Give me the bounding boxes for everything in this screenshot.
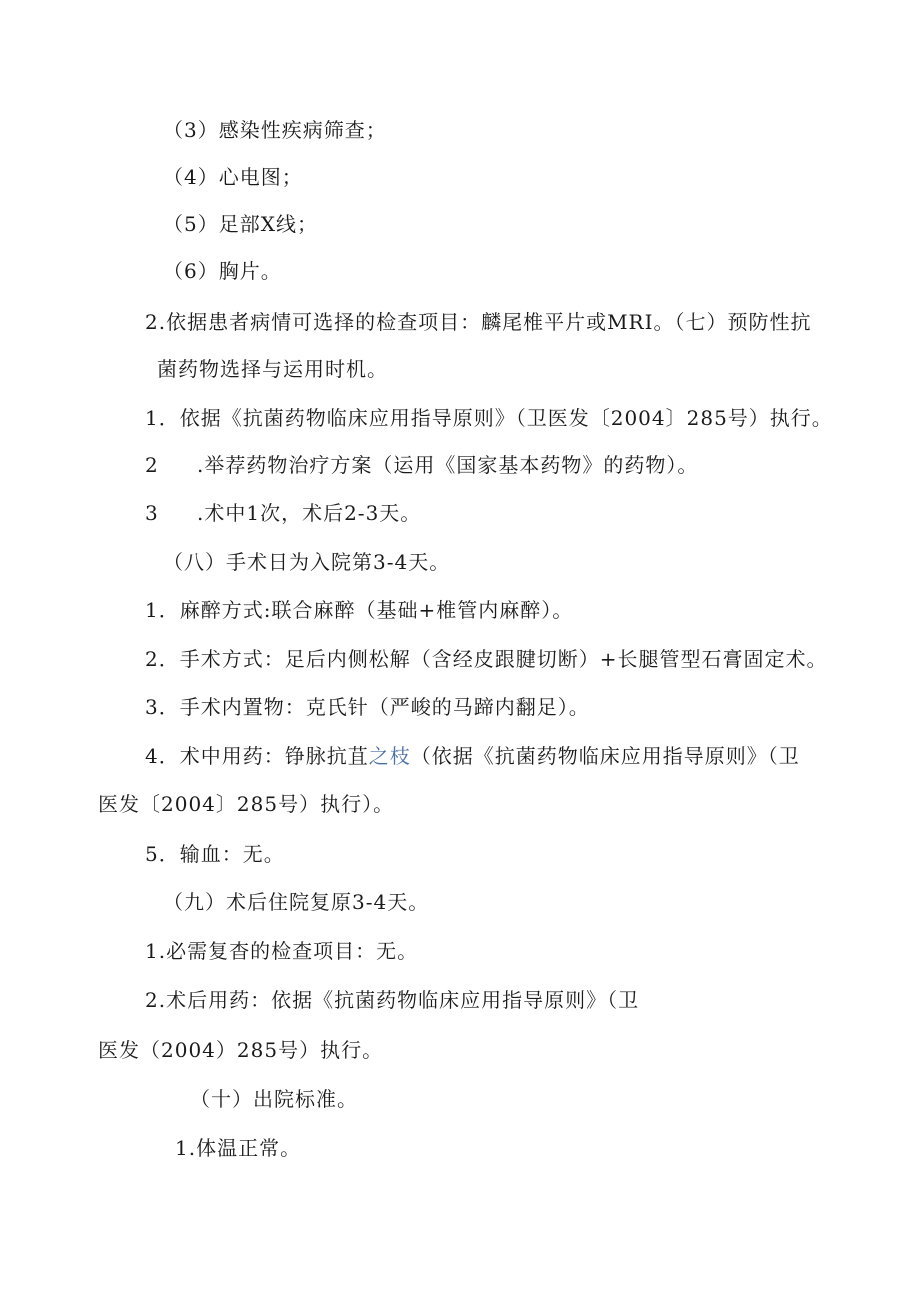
text-line: （4）心电图； bbox=[163, 165, 303, 189]
item-text: .术中1次，术后2-3天。 bbox=[197, 501, 422, 525]
section-heading: （九）术后住院复原3-4天。 bbox=[163, 890, 430, 914]
item-number: 2 bbox=[145, 453, 159, 477]
text-line bbox=[145, 451, 698, 479]
text-line: （6）胸片。 bbox=[163, 259, 282, 283]
text-line: 3．手术内置物：克氏针（严峻的马蹄内翻足）。 bbox=[145, 695, 590, 719]
text-line: 1.必需复杳的检查项目：无。 bbox=[145, 939, 419, 963]
section-heading: （十）出院标准。 bbox=[190, 1087, 358, 1111]
section-heading: （八）手术日为入院第3-4天。 bbox=[163, 550, 451, 574]
text-line: （5）足部X线； bbox=[163, 212, 318, 236]
text-line bbox=[145, 499, 421, 527]
item-text: .举荐药物治疗方案（运用《国家基本药物》的药物）。 bbox=[197, 453, 699, 477]
item-number: 3 bbox=[145, 501, 159, 525]
text-line: 2.依据患者病情可选择的检查项目：麟尾椎平片或MRI。（七）预防性抗 bbox=[145, 310, 812, 334]
text-line: （3）感染性疾病筛查； bbox=[163, 118, 387, 142]
text-line: 1．麻醉方式:联合麻醉（基础+椎管内麻醉）。 bbox=[145, 598, 574, 622]
text-line: 医发〔2004〕285号）执行）。 bbox=[98, 792, 395, 816]
text-line bbox=[145, 742, 800, 770]
text-line: 菌药物选择与运用时机。 bbox=[157, 357, 388, 381]
text-line: 2．手术方式：足后内侧松解（含经皮跟腱切断）+长腿管型石膏固定术。 bbox=[145, 647, 828, 671]
text-line: 1.体温正常。 bbox=[175, 1136, 302, 1160]
item-text: 4．术中用药：铮脉抗苴 bbox=[145, 744, 369, 768]
text-line: 1．依据《抗菌药物临床应用指导原则》（卫医发〔2004〕285号）执行。 bbox=[145, 406, 833, 430]
text-line: 医发（2004）285号）执行。 bbox=[98, 1038, 384, 1062]
item-text: （依据《抗菌药物临床应用指导原则》（卫 bbox=[410, 744, 800, 768]
text-line: 5．输血：无。 bbox=[145, 842, 285, 866]
hyperlink-text[interactable]: 之枝 bbox=[368, 744, 411, 768]
text-line: 2.术后用药：依据《抗菌药物临床应用指导原则》（卫 bbox=[145, 988, 640, 1012]
